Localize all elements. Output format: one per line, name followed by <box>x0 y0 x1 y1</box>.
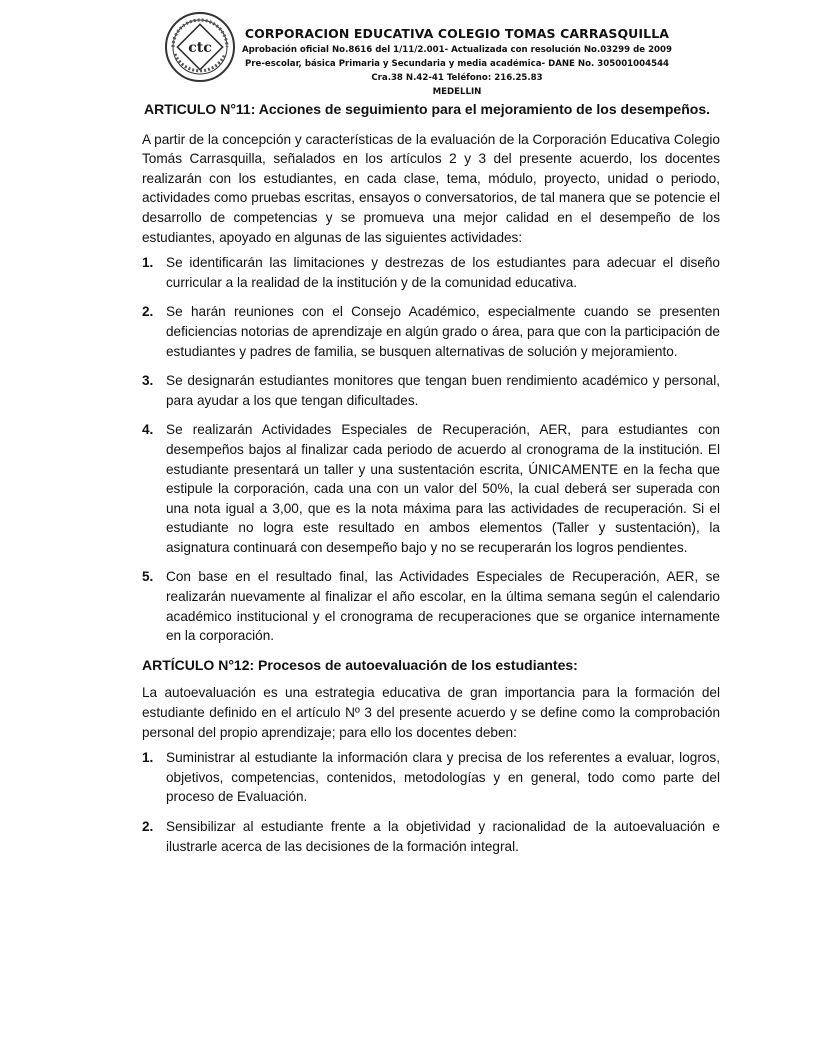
article-12-intro: La autoevaluación es una estrategia educativa de gran importancia para la formación del estudiante definido en el artículo Nº 3 del presente acuerdo y se define como la comprobación personal del propio aprendizaje; para ello los docentes deben: <box>142 685 720 740</box>
article-12-item-2 <box>142 817 720 856</box>
item-text: Sensibilizar al estudiante frente a la objetividad y racionalidad de la autoevaluación e ilustrarle acerca de las decisiones de la formación integral. <box>166 819 720 854</box>
document-body <box>142 100 720 856</box>
article-12-item-1 <box>142 748 720 807</box>
approval-line: Aprobación oficial No.8616 del 1/11/2.001- Actualizada con resolución No.03299 de 2009 <box>241 45 672 55</box>
article-11-item-2 <box>142 302 720 361</box>
letterhead-text <box>232 26 682 97</box>
levels-line: Pre-escolar, básica Primaria y Secundaria y media académica- DANE No. 305001004544 <box>244 59 670 69</box>
item-number: 4. <box>142 422 154 438</box>
article-12-heading: ARTÍCULO N°12: Procesos de autoevaluación de los estudiantes: <box>142 656 578 673</box>
city-line: MEDELLIN <box>432 87 482 97</box>
item-number: 3. <box>142 373 154 389</box>
logo-initials: ctc <box>188 40 212 56</box>
article-11-heading: ARTICULO N°11: Acciones de seguimiento para el mejoramiento de los desempeños. <box>144 101 711 117</box>
item-text: Se designarán estudiantes monitores que tengan buen rendimiento académico y personal, para ayudar a los que tengan dificultades. <box>166 373 720 408</box>
item-number: 2. <box>142 304 154 320</box>
article-11-item-5 <box>142 567 720 645</box>
address-line: Cra.38 N.42-41 Teléfono: 216.25.83 <box>371 73 543 83</box>
item-number: 1. <box>142 750 154 766</box>
item-text: Se harán reuniones con el Consejo Académico, especialmente cuando se presenten deficiencias notorias de aprendizaje en algún grado o área, para que con la participación de estudiantes y padres de familia, se busquen alternativas de solución y mejoramiento. <box>166 304 720 359</box>
item-number: 5. <box>142 569 154 585</box>
article-11-item-3 <box>142 371 720 410</box>
item-number: 2. <box>142 819 154 834</box>
article-11-item-4 <box>142 420 720 557</box>
item-text: Se realizarán Actividades Especiales de Recuperación, AER, para estudiantes con desempeños bajos al finalizar cada periodo de acuerdo al cronograma de la institución. El estudiante presentará un taller y una sustentación escrita, ÚNICAMENTE en la fecha que estipule la corporación, cada una con un valor del 50%, la cual deberá ser superada con una nota igual a 3,00, que es la nota máxima para las actividades de recuperación. Si el estudiante no logra este resultado en ambos elementos (Taller y sustentación), la asignatura continuará con desempeño bajo y no se recuperarán los logros pendientes. <box>166 422 720 555</box>
article-11-intro: A partir de la concepción y características de la evaluación de la Corporación Educativa Colegio Tomás Carrasquilla, señalados en los artículos 2 y 3 del presente acuerdo, los docentes realizarán con los estudiantes, en cada clase, tema, módulo, proyecto, unidad o periodo, actividades como pruebas escritas, ensayos o conversatorios, de tal manera que se potencie el desarrollo de competencias y se promueva una mejor calidad en el desempeño de los estudiantes, apoyado en algunas de las siguientes actividades: <box>142 131 720 245</box>
item-text: Se identificarán las limitaciones y destrezas de los estudiantes para adecuar el diseño curricular a la realidad de la institución y de la comunidad educativa. <box>166 255 720 290</box>
item-number: 1. <box>142 255 154 271</box>
institution-name: CORPORACION EDUCATIVA COLEGIO TOMAS CARRASQUILLA <box>244 26 670 41</box>
item-text: Con base en el resultado final, las Actividades Especiales de Recuperación, AER, se realizarán nuevamente al finalizar el año escolar, en la última semana según el calendario académico institucional y el cronograma de recuperaciones que se organice internamente en la corporación. <box>166 569 720 644</box>
article-11-item-1 <box>142 253 720 292</box>
letterhead <box>0 0 816 100</box>
item-text: Suministrar al estudiante la información clara y precisa de los referentes a evaluar, logros, objetivos, competencias, contenidos, metodologías y en general, todo como parte del proceso de Evaluación. <box>166 750 720 805</box>
school-seal-logo <box>163 10 237 84</box>
